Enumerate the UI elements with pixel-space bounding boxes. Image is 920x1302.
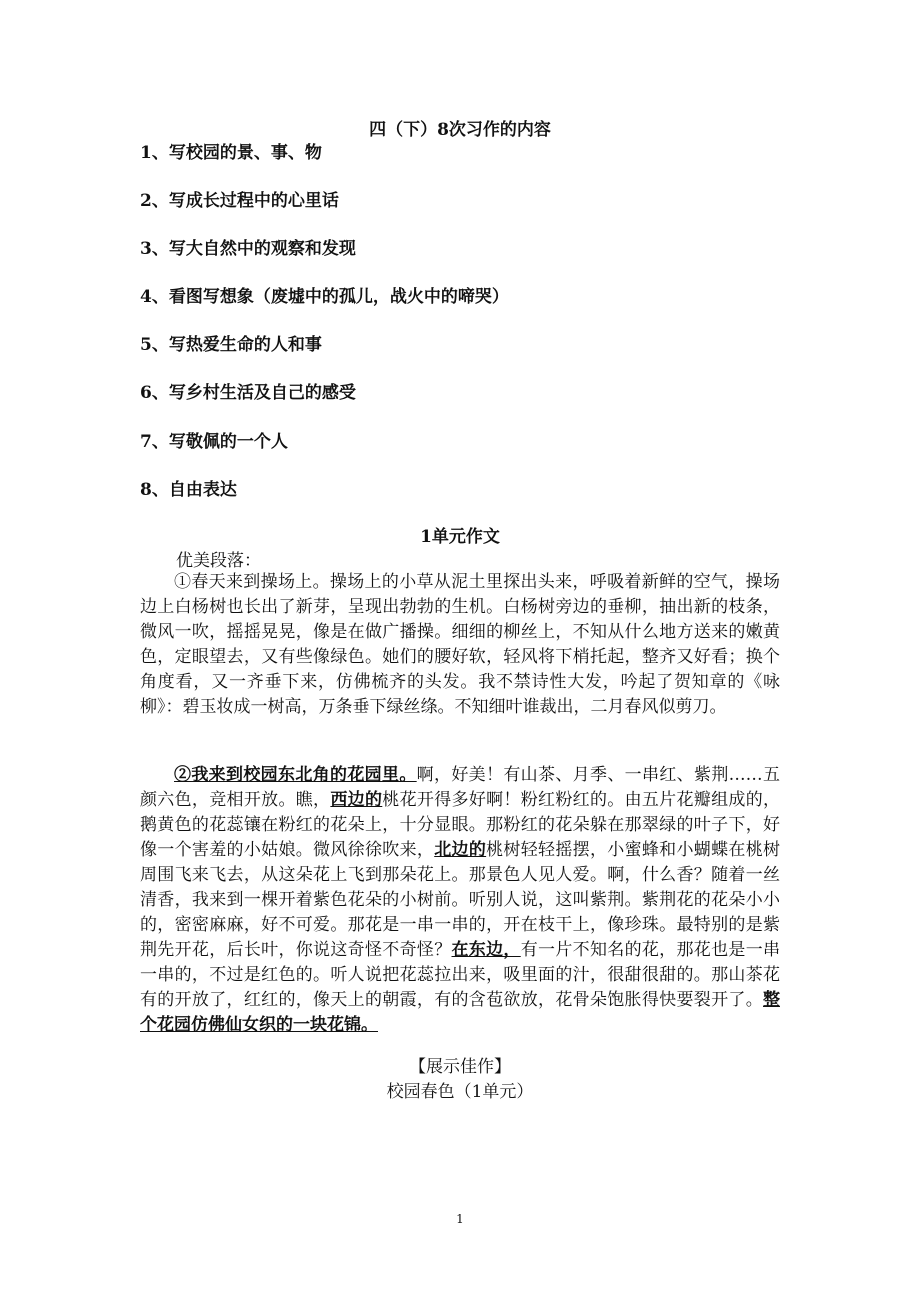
topic-item: 4、看图写想象（废墟中的孤儿，战火中的啼哭） xyxy=(140,287,509,307)
paragraph-text: 啊，好美！有山茶、月季、一串红、紫荆……五颜六色，竞相开放。瞧， xyxy=(140,765,781,810)
topic-item: 8、自由表达 xyxy=(140,480,237,500)
topic-item: 7、写敬佩的一个人 xyxy=(140,432,288,452)
paragraph-text: 桃树轻轻摇摆，小蜜蜂和小蝴蝶在桃树周围飞来飞去，从这朵花上飞到那朵花上。那景色人见人爱。啊，什么香？随着一丝清香，我来到一棵开着紫色花朵的小树前。听别人说，这叫紫荆。紫荆花的花朵小小的，密密麻麻，好不可爱。那花是一串一串的，开在枝干上，像珍珠。最特别的是紫荆先开花，后长叶，你说这奇怪不奇怪？ xyxy=(140,840,781,960)
showcase-title: 校园春色（1单元） xyxy=(386,1082,534,1102)
underlined-phrase: 在东边， xyxy=(451,940,521,960)
unit-title: 1单元作文 xyxy=(420,527,500,547)
underlined-phrase: 西边的 xyxy=(330,790,383,810)
topic-item: 1、写校园的景、事、物 xyxy=(140,143,322,163)
showcase-heading: 【展示佳作】 xyxy=(409,1057,511,1077)
page-number: 1 xyxy=(456,1212,464,1226)
paragraph-text: 有一片不知名的花，那花也是一串一串的，不过是红色的。听人说把花蕊拉出来，吸里面的汁，很甜很甜的。那山茶花有的开放了，红红的，像天上的朝霞，有的含苞欲放，花骨朵饱胀得快要裂开了。 xyxy=(140,940,781,1010)
paragraph-2 xyxy=(140,763,780,1038)
underlined-phrase: 北边的 xyxy=(434,840,487,860)
topic-item: 5、写热爱生命的人和事 xyxy=(140,335,322,355)
document-title: 四（下）8次习作的内容 xyxy=(369,120,551,140)
topic-item: 2、写成长过程中的心里话 xyxy=(140,191,339,211)
topic-item: 3、写大自然中的观察和发现 xyxy=(140,239,356,259)
underlined-sentence: 整个花园仿佛仙女织的一块花锦。 xyxy=(140,990,780,1035)
topic-item: 6、写乡村生活及自己的感受 xyxy=(140,383,356,403)
paragraph-1: ①春天来到操场上。操场上的小草从泥土里探出头来，呼吸着新鲜的空气，操场边上白杨树也长出了新芽，呈现出勃勃的生机。白杨树旁边的垂柳，抽出新的枝条，微风一吹，摇摇晃晃，像是在做广播操。细细的柳丝上，不知从什么地方送来的嫩黄色，定眼望去，又有些像绿色。她们的腰好软，轻风将下梢托起，整齐又好看；换个角度看，又一齐垂下来，仿佛梳齐的头发。我不禁诗性大发，吟起了贺知章的《咏柳》：碧玉妆成一树高，万条垂下绿丝绦。不知细叶谁裁出，二月春风似剪刀。 xyxy=(140,572,780,717)
paragraph-text: 桃花开得多好啊！粉红粉红的。由五片花瓣组成的，鹅黄色的花蕊镶在粉红的花朵上，十分显眼。那粉红的花朵躲在那翠绿的叶子下，好像一个害羞的小姑娘。微风徐徐吹来， xyxy=(140,790,781,860)
section-label: 优美段落： xyxy=(176,551,261,571)
underlined-sentence: ②我来到校园东北角的花园里。 xyxy=(174,765,417,785)
